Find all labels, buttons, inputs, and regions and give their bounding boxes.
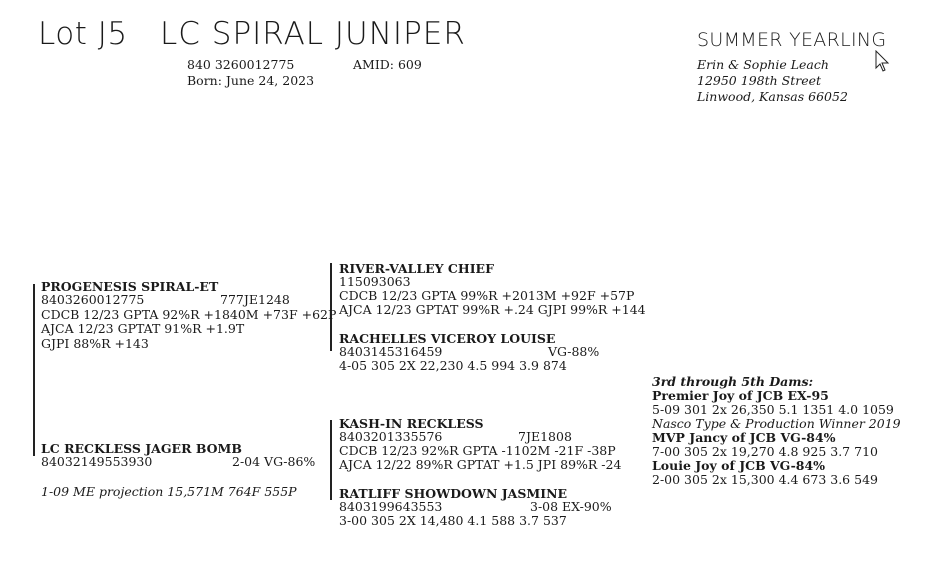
fourth-dam-name: MVP Jancy of JCB VG-84% bbox=[652, 430, 836, 445]
sire-code: 777JE1248 bbox=[220, 292, 290, 307]
dam-registration: 84032149553930 bbox=[41, 454, 153, 469]
dams-heading: 3rd through 5th Dams: bbox=[652, 374, 814, 389]
dam-dam-record: 3-00 305 2X 14,480 4.1 588 3.7 537 bbox=[339, 513, 567, 528]
pedigree-bracket-main bbox=[33, 284, 35, 456]
sale-class: SUMMER YEARLING bbox=[697, 29, 887, 51]
sire-dam-record: 4-05 305 2X 22,230 4.5 994 3.9 874 bbox=[339, 358, 567, 373]
third-dam-name: Premier Joy of JCB EX-95 bbox=[652, 388, 829, 403]
fifth-dam-record: 2-00 305 2x 15,300 4.4 673 3.6 549 bbox=[652, 472, 878, 487]
dam-dam-name: RATLIFF SHOWDOWN JASMINE bbox=[339, 486, 568, 501]
sire-line: GJPI 88%R +143 bbox=[41, 336, 149, 351]
pedigree-bracket-dam bbox=[330, 420, 332, 500]
sire-sire-line: AJCA 12/23 GPTAT 99%R +.24 GJPI 99%R +144 bbox=[339, 302, 646, 317]
lot-number: Lot J5 bbox=[38, 16, 128, 52]
dam-sire-name: KASH-IN RECKLESS bbox=[339, 416, 484, 431]
fourth-dam-record: 7-00 305 2x 19,270 4.8 925 3.7 710 bbox=[652, 444, 878, 459]
amid: AMID: 609 bbox=[353, 57, 422, 72]
sire-sire-name: RIVER-VALLEY CHIEF bbox=[339, 261, 494, 276]
dam-sire-registration: 8403201335576 bbox=[339, 429, 443, 444]
birth-date: Born: June 24, 2023 bbox=[187, 73, 315, 88]
sire-sire-line: CDCB 12/23 GPTA 99%R +2013M +92F +57P bbox=[339, 288, 635, 303]
third-dam-note: Nasco Type & Production Winner 2019 bbox=[652, 416, 901, 431]
sire-sire-registration: 115093063 bbox=[339, 274, 411, 289]
sire-registration: 8403260012775 bbox=[41, 292, 145, 307]
dam-projection: 1-09 ME projection 15,571M 764F 555P bbox=[41, 484, 297, 499]
dam-name: LC RECKLESS JAGER BOMB bbox=[41, 441, 242, 456]
sire-line: CDCB 12/23 GPTA 92%R +1840M +73F +62P bbox=[41, 307, 337, 322]
sire-name: PROGENESIS SPIRAL-ET bbox=[41, 279, 219, 294]
sire-dam-name: RACHELLES VICEROY LOUISE bbox=[339, 331, 556, 346]
sire-dam-registration: 8403145316459 bbox=[339, 344, 443, 359]
dam-score: 2-04 VG-86% bbox=[232, 454, 316, 469]
breeder-name: Erin & Sophie Leach bbox=[697, 57, 829, 72]
animal-name: LC SPIRAL JUNIPER bbox=[160, 16, 466, 52]
arrow-cursor-icon bbox=[874, 50, 890, 74]
fifth-dam-name: Louie Joy of JCB VG-84% bbox=[652, 458, 826, 473]
breeder-city: Linwood, Kansas 66052 bbox=[697, 89, 848, 104]
dam-sire-code: 7JE1808 bbox=[518, 429, 572, 444]
sire-line: AJCA 12/23 GPTAT 91%R +1.9T bbox=[41, 321, 245, 336]
dam-dam-registration: 8403199643553 bbox=[339, 499, 443, 514]
dam-dam-score: 3-08 EX-90% bbox=[530, 499, 612, 514]
dam-sire-line: AJCA 12/22 89%R GPTAT +1.5 JPI 89%R -24 bbox=[339, 457, 622, 472]
registration-number: 840 3260012775 bbox=[187, 57, 295, 72]
sire-dam-score: VG-88% bbox=[548, 344, 600, 359]
dam-sire-line: CDCB 12/23 92%R GPTA -1102M -21F -38P bbox=[339, 443, 616, 458]
third-dam-record: 5-09 301 2x 26,350 5.1 1351 4.0 1059 bbox=[652, 402, 894, 417]
breeder-street: 12950 198th Street bbox=[697, 73, 822, 88]
